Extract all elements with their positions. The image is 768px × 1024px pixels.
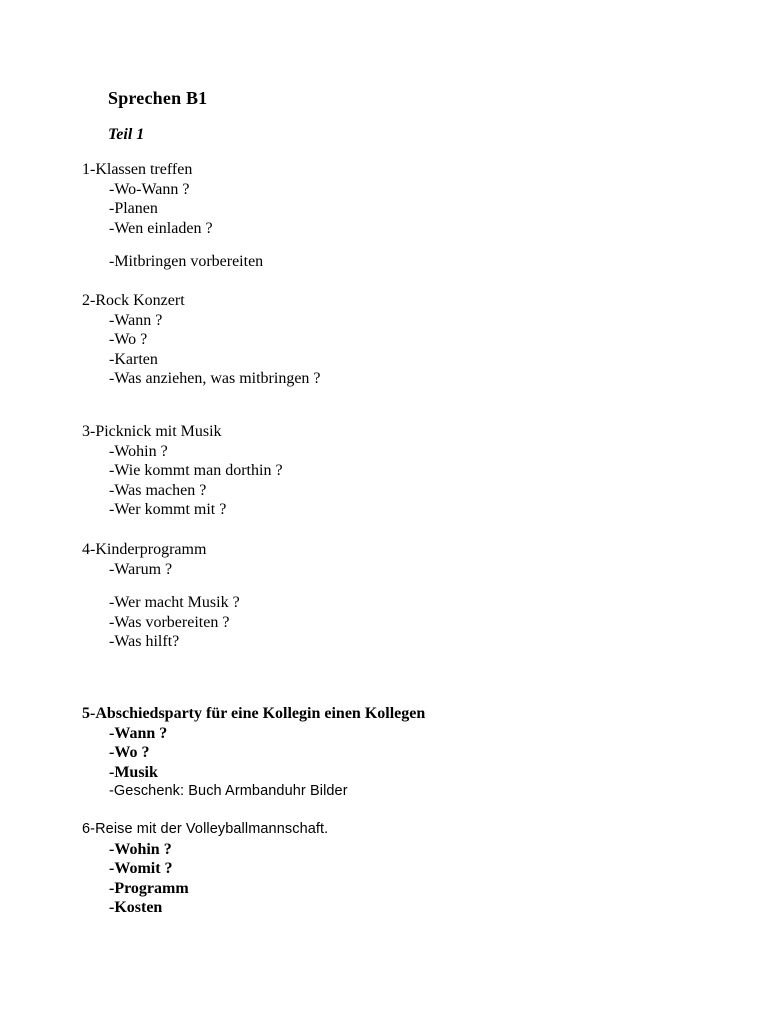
topic-1: [82, 160, 263, 272]
topic-item: -Was machen ?: [109, 481, 207, 499]
document-title: Sprechen B1: [108, 88, 208, 108]
topic-heading: 3-Picknick mit Musik: [82, 423, 222, 440]
topic-heading: 1-Klassen treffen: [82, 161, 193, 178]
topic-item: -Wann ?: [109, 724, 168, 742]
topic-item: -Wer kommt mit ?: [109, 501, 227, 519]
topic-3: [82, 422, 283, 520]
topic-item: -Wo ?: [109, 331, 148, 349]
topic-heading: 4-Kinderprogramm: [82, 541, 207, 558]
topic-item: -Wo-Wann ?: [109, 180, 190, 198]
topic-6: [82, 820, 328, 918]
topic-2: [82, 291, 321, 389]
topic-4: [82, 540, 240, 652]
topic-item: -Wohin ?: [109, 442, 168, 460]
topic-heading: 5-Abschiedsparty für eine Kollegin einen Kollegen: [82, 705, 426, 722]
topic-item: -Geschenk: Buch Armbanduhr Bilder: [109, 783, 348, 800]
topic-item: -Musik: [109, 763, 158, 781]
topic-item: -Planen: [109, 200, 158, 218]
topic-item: -Mitbringen vorbereiten: [109, 253, 264, 271]
topic-item: -Warum ?: [109, 560, 173, 578]
topic-heading: 6-Reise mit der Volleyballmannschaft.: [82, 821, 329, 837]
document-subtitle: Teil 1: [108, 126, 145, 143]
topic-item: -Programm: [109, 879, 189, 897]
topic-item: -Wer macht Musik ?: [109, 594, 240, 612]
topic-5: [82, 704, 425, 802]
topic-heading: 2-Rock Konzert: [82, 292, 185, 309]
topic-item: -Wohin ?: [109, 840, 172, 858]
topic-item: -Was vorbereiten ?: [109, 613, 230, 631]
topic-item: -Wen einladen ?: [109, 219, 213, 237]
topic-item: -Was anziehen, was mitbringen ?: [109, 370, 321, 388]
topic-item: -Was hilft?: [109, 633, 180, 651]
topic-item: -Karten: [109, 350, 158, 368]
topic-item: -Wo ?: [109, 744, 150, 762]
topic-item: -Wie kommt man dorthin ?: [109, 462, 283, 480]
topic-item: -Wann ?: [109, 311, 163, 329]
topic-item: -Womit ?: [109, 860, 173, 878]
topic-item: -Kosten: [109, 899, 163, 917]
